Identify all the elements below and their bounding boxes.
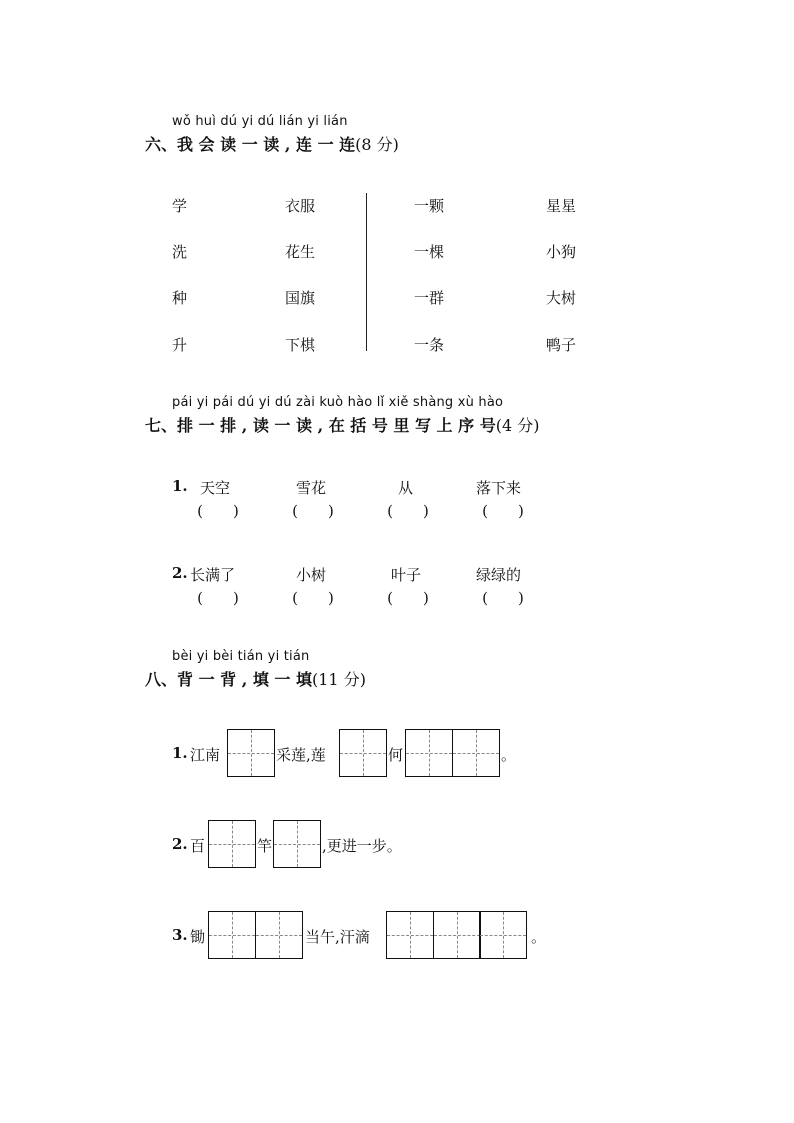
s7-row1-word: 落下来	[476, 479, 522, 497]
s6-col2-item: 花生	[285, 243, 316, 261]
s8-line1-text-a: 江南	[190, 746, 221, 764]
s7-row2-number: 2.	[172, 564, 188, 582]
section6-divider	[366, 193, 367, 351]
s7-row1-word: 雪花	[296, 479, 327, 497]
section7-score: (4 分)	[495, 416, 540, 435]
s6-col2-item: 国旗	[285, 289, 316, 307]
section7-title-text: 七、排 一 排 , 读 一 读 , 在 括 号 里 写 上 序 号	[145, 416, 496, 435]
writing-box[interactable]	[273, 820, 321, 868]
writing-box[interactable]	[452, 729, 500, 777]
s6-col4-item: 鸭子	[546, 336, 577, 354]
s7-row2-answer-paren[interactable]: ( )	[292, 589, 334, 607]
s6-col1-item: 升	[172, 336, 188, 354]
section8-pinyin: bèi yi bèi tián yi tián	[172, 649, 310, 664]
s8-line1-text-b: 采莲,莲	[276, 746, 326, 764]
s8-line3-text	[305, 926, 370, 947]
s8-line1-boxes-1	[227, 729, 275, 777]
s8-line2-text	[322, 835, 402, 856]
s8-line1-text-c: 何	[388, 746, 404, 764]
s8-line3-text-c: 。	[531, 928, 547, 946]
s8-line2-boxes-1	[208, 820, 256, 868]
s7-row1-answer-paren[interactable]: ( )	[197, 502, 239, 520]
s6-col3-item: 一条	[414, 336, 445, 354]
s7-row2-word: 绿绿的	[476, 566, 522, 584]
s8-line2-text-c: ,更进一步。	[322, 837, 402, 855]
s8-line2-boxes-2	[273, 820, 321, 868]
s7-row2-answer-paren[interactable]: ( )	[197, 589, 239, 607]
s8-line1-boxes-2	[339, 729, 387, 777]
section7-title	[145, 413, 539, 436]
section6-title	[145, 132, 399, 155]
s7-row1-word: 从	[398, 479, 414, 497]
s8-line3-text	[190, 926, 205, 947]
s8-line1-text-d: 。	[501, 746, 517, 764]
s6-col3-item: 一棵	[414, 243, 445, 261]
s8-line3-text	[531, 926, 546, 947]
s8-line2-text	[257, 835, 272, 856]
s6-col1-item: 种	[172, 289, 188, 307]
s7-row1-answer-paren[interactable]: ( )	[387, 502, 429, 520]
section6-title-text: 六、我 会 读 一 读 , 连 一 连	[145, 135, 356, 154]
s8-line3-boxes-1	[208, 911, 303, 959]
section8-title-text: 八、背 一 背 , 填 一 填	[145, 670, 312, 689]
s8-line1-text	[501, 744, 516, 765]
s8-line2-text-b: 竿	[257, 837, 273, 855]
s8-line1-boxes-3	[405, 729, 500, 777]
s8-line2-text	[190, 835, 205, 856]
s7-row2-answer-paren[interactable]: ( )	[482, 589, 524, 607]
s8-line3-text-b: 当午,汗滴	[305, 928, 370, 946]
s6-col3-item: 一颗	[414, 197, 445, 215]
s7-row2-word: 小树	[296, 566, 327, 584]
s8-line1-text	[190, 744, 220, 765]
s7-row1-number: 1.	[172, 477, 188, 495]
s6-col4-item: 大树	[546, 289, 577, 307]
s8-line2-number: 2.	[172, 835, 188, 853]
s7-row1-answer-paren[interactable]: ( )	[292, 502, 334, 520]
s8-line1-number: 1.	[172, 744, 188, 762]
s6-col3-item: 一群	[414, 289, 445, 307]
section8-title	[145, 667, 366, 690]
s6-col2-item: 下棋	[285, 336, 316, 354]
s6-col1-item: 学	[172, 197, 188, 215]
writing-box[interactable]	[433, 911, 481, 959]
section6-pinyin: wǒ huì dú yi dú lián yi lián	[172, 114, 348, 129]
writing-box[interactable]	[208, 820, 256, 868]
section8-score: (11 分)	[312, 670, 366, 689]
s7-row2-word: 叶子	[391, 566, 422, 584]
s8-line3-boxes-2	[386, 911, 527, 959]
s8-line1-text	[276, 744, 326, 765]
writing-box[interactable]	[339, 729, 387, 777]
s8-line3-number: 3.	[172, 926, 188, 944]
s7-row2-word: 长满了	[190, 566, 236, 584]
s6-col1-item: 洗	[172, 243, 188, 261]
section7-pinyin: pái yi pái dú yi dú zài kuò hào lǐ xiě shàng xù hào	[172, 395, 504, 410]
s7-row1-answer-paren[interactable]: ( )	[482, 502, 524, 520]
writing-box[interactable]	[208, 911, 256, 959]
s6-col4-item: 星星	[546, 197, 577, 215]
writing-box[interactable]	[405, 729, 453, 777]
writing-box[interactable]	[227, 729, 275, 777]
writing-box[interactable]	[255, 911, 303, 959]
writing-box[interactable]	[479, 911, 527, 959]
s6-col2-item: 衣服	[285, 197, 316, 215]
s6-col4-item: 小狗	[546, 243, 577, 261]
s8-line3-text-a: 锄	[190, 928, 206, 946]
s7-row2-answer-paren[interactable]: ( )	[387, 589, 429, 607]
writing-box[interactable]	[386, 911, 434, 959]
s7-row1-word: 天空	[200, 479, 231, 497]
s8-line2-text-a: 百	[190, 837, 206, 855]
section6-score: (8 分)	[355, 135, 399, 154]
s8-line1-text	[388, 744, 403, 765]
